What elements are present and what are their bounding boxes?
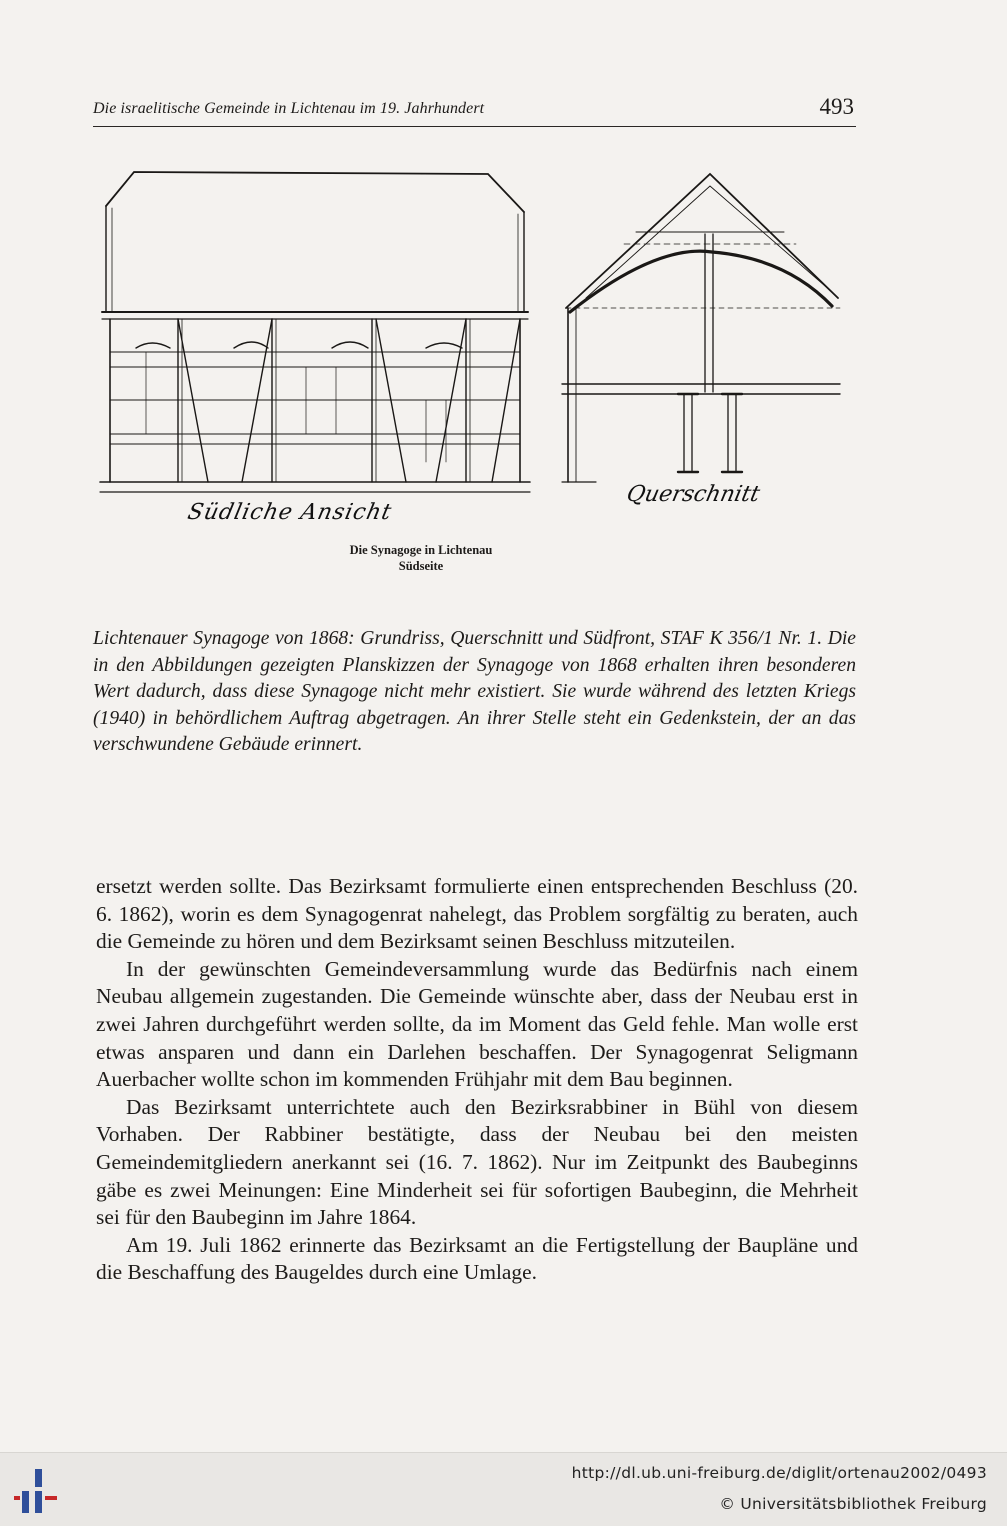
running-header bbox=[93, 96, 856, 127]
body-text bbox=[96, 873, 858, 1287]
figure-label-subtitle: Südseite bbox=[398, 559, 444, 573]
paragraph: Am 19. Juli 1862 erinnerte das Bezirksamt an die Fertigstellung der Baupläne und die Beschaffung des Baugeldes durch eine Umlage. bbox=[96, 1232, 858, 1285]
paragraph: Das Bezirksamt unterrichtete auch den Bezirksrabbiner in Bühl von diesem Vorhaben. Der Rabbiner bestätigte, dass der Neubau bei den meisten Gemeindemitgliedern anerkannt sei (16. 7. 1862). Nur im Zeitpunkt des Baubeginns gäbe es zwei Meinungen: Eine Minderheit sei für sofortigen Baubeginn, die Mehrheit sei für den Baubeginn im Jahre 1864. bbox=[96, 1094, 858, 1230]
figure-label-title: Die Synagoge in Lichtenau bbox=[349, 543, 493, 557]
page-number: 493 bbox=[819, 94, 854, 119]
viewer-footer bbox=[0, 1452, 1007, 1526]
paragraph: In der gewünschten Gemeindeversammlung wurde das Bedürfnis nach einem Neubau allgemein zugestanden. Die Gemeinde wünschte aber, dass der Neubau erst in zwei Jahren durchgeführt werden sollte, da im Moment das Geld fehle. Man wolle erst etwas ansparen und dann ein Darlehen beschaffen. Der Synagogenrat Seligmann Auerbacher wollte schon im kommenden Frühjahr mit dem Bau beginnen. bbox=[96, 956, 858, 1092]
synagogue-drawing-figure bbox=[96, 162, 856, 582]
library-logo-icon bbox=[14, 1467, 64, 1517]
handwritten-caption-left: Südliche Ansicht bbox=[185, 500, 395, 525]
handwritten-caption-right: Querschnitt bbox=[624, 482, 763, 507]
figure-caption: Lichtenauer Synagoge von 1868: Grundriss, Querschnitt und Südfront, STAF K 356/1 Nr. 1. Die in den Abbildungen gezeigten Planskizzen der Synagoge von 1868 erhalten ihren besonderen Wert dadurch, dass diese Synagoge nicht mehr existiert. Sie wurde während des letzten Kriegs (1940) in behördlichem Auftrag abgetragen. An ihrer Stelle steht ein Gedenkstein, der an das verschwundene Gebäude erinnert. bbox=[93, 628, 856, 755]
south-facade-elevation bbox=[100, 172, 530, 492]
paragraph: ersetzt werden sollte. Das Bezirksamt formulierte einen entsprechenden Beschluss (20. 6. 1862), worin es dem Synagogenrat nahelegt, das Problem sorgfältig zu beraten, auch die Gemeinde zu hören und dem Bezirksamt seinen Beschluss mitzuteilen. bbox=[96, 874, 858, 954]
source-url-link[interactable]: http://dl.ub.uni-freiburg.de/diglit/ortenau2002/0493 bbox=[571, 1464, 987, 1482]
cross-section-drawing bbox=[562, 174, 840, 482]
running-title: Die israelitische Gemeinde in Lichtenau im 19. Jahrhundert bbox=[93, 100, 485, 117]
copyright-notice: © Universitätsbibliothek Freiburg bbox=[719, 1495, 987, 1513]
